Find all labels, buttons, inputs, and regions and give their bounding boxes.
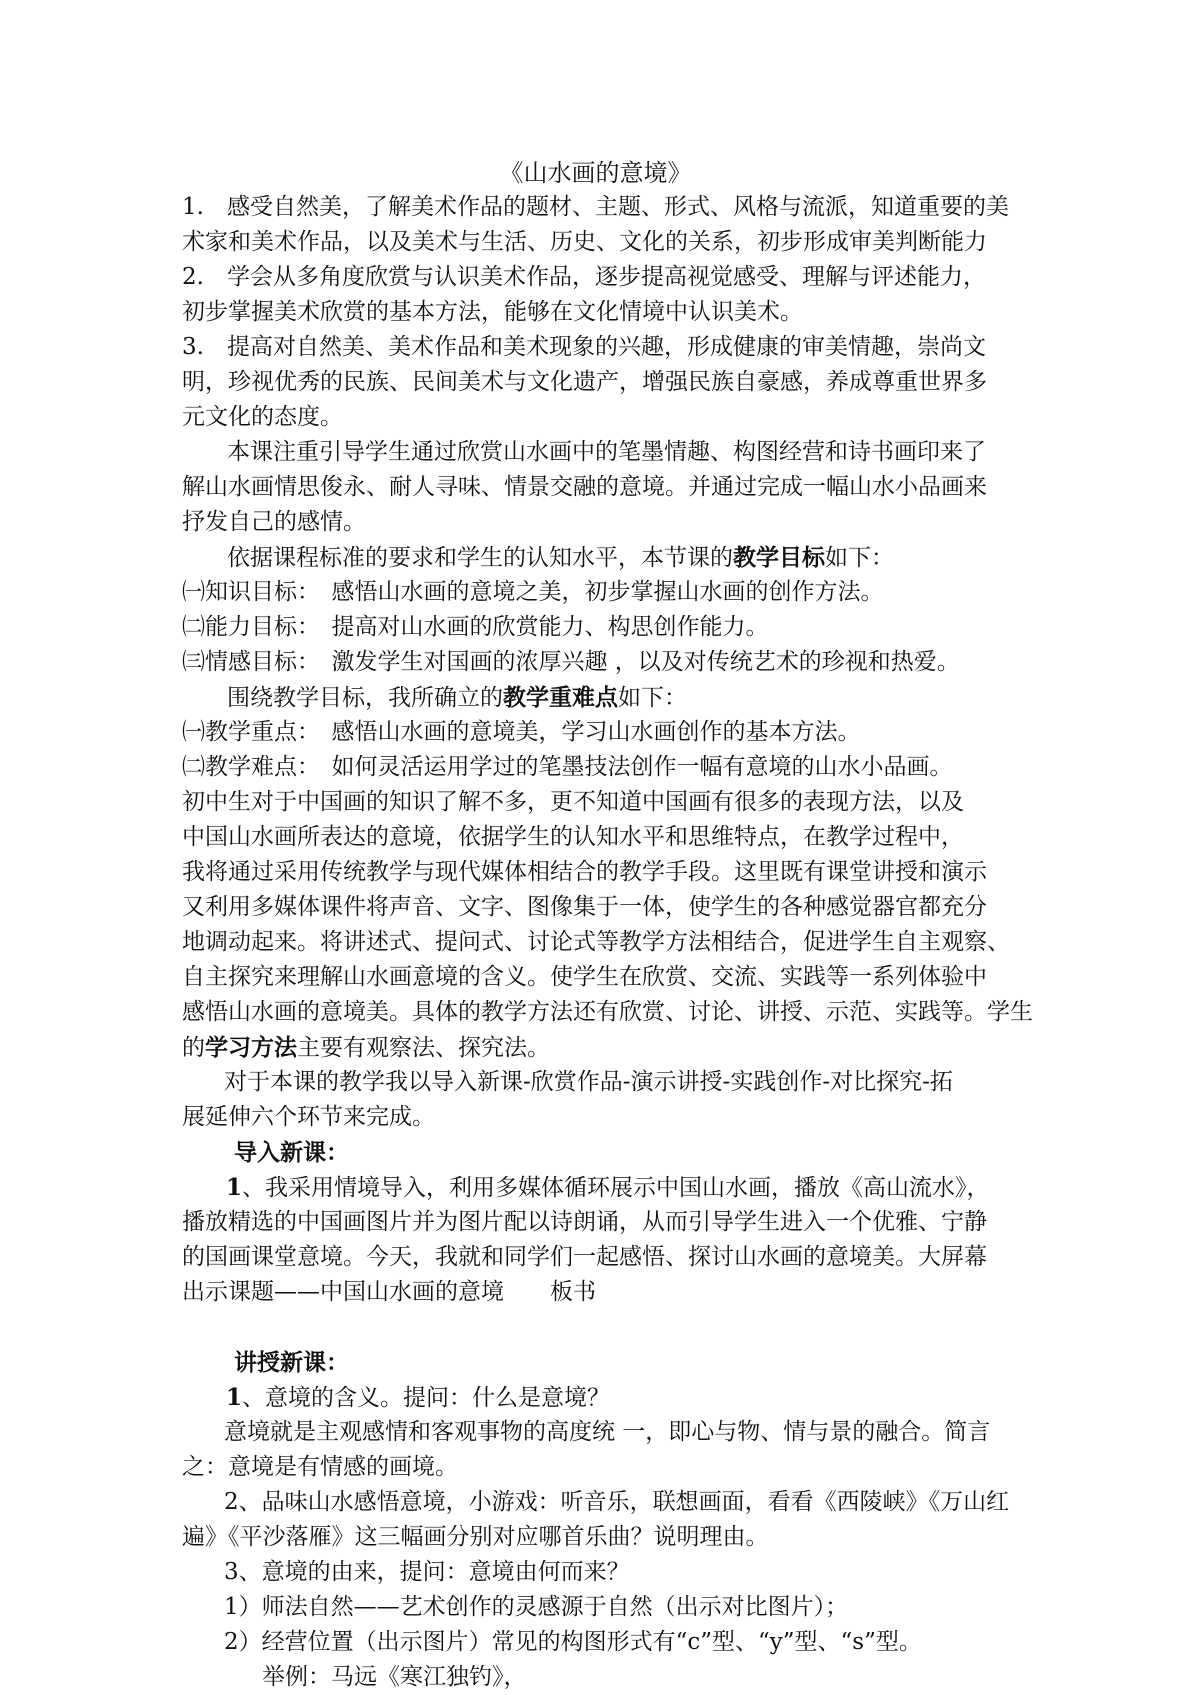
- document-title: 《山水画的意境》: [499, 159, 692, 187]
- text-line: [182, 1030, 1022, 1065]
- text-line: 播放精选的中国画图片并为图片配以诗朗诵，从而引导学生进入一个优雅、宁静: [182, 1209, 987, 1235]
- text-line: [182, 540, 1022, 575]
- section-heading: 讲授新课：: [234, 1349, 349, 1376]
- text-line: ㈡教学难点： 如何灵活运用学过的笔墨技法创作一幅有意境的山水小品画。: [182, 754, 953, 780]
- bold-term: 教学重难点: [503, 684, 618, 711]
- text-run: 围绕教学目标，我所确立的: [227, 685, 503, 711]
- text-run: 主要有观察法、探究法。: [297, 1035, 550, 1061]
- text-line: 地调动起来。将讲述式、提问式、讨论式等教学方法相结合，促进学生自主观察、: [182, 929, 1010, 955]
- text-line: 抒发自己的感情。: [182, 509, 366, 535]
- document-body: [182, 190, 1033, 1695]
- text-line: 1）师法自然——艺术创作的灵感源于自然（出示对比图片）；: [224, 1594, 849, 1620]
- text-line: 又利用多媒体课件将声音、文字、图像集于一体，使学生的各种感觉器官都充分: [182, 894, 987, 920]
- text-line: 初中生对于中国画的知识了解不多，更不知道中国画有很多的表现方法，以及: [182, 789, 964, 815]
- text-run: 、意境的含义。提问：什么是意境？: [242, 1385, 611, 1411]
- text-run: 依据课程标准的要求和学生的认知水平，本节课的: [227, 545, 733, 571]
- text-line: 的国画课堂意境。今天，我就和同学们一起感悟、探讨山水画的意境美。大屏幕: [182, 1244, 987, 1270]
- bold-term: 1: [226, 1174, 243, 1201]
- text-line: ㈠教学重点： 感悟山水画的意境美，学习山水画创作的基本方法。: [182, 719, 861, 745]
- text-line: 之：意境是有情感的画境。: [182, 1454, 458, 1480]
- text-run: 、我采用情境导入，利用多媒体循环展示中国山水画，播放《高山流水》，: [242, 1175, 990, 1201]
- text-run: 如下：: [618, 685, 687, 711]
- bold-term: 1: [226, 1384, 243, 1411]
- text-line: 自主探究来理解山水画意境的含义。使学生在欣赏、交流、实践等一系列体验中: [182, 964, 987, 990]
- text-line: 2. 学会从多角度欣赏与认识美术作品，逐步提高视觉感受、理解与评述能力，: [182, 264, 986, 290]
- text-line: ㈠知识目标： 感悟山水画的意境之美，初步掌握山水画的创作方法。: [182, 579, 884, 605]
- text-line: 2）经营位置（出示图片）常见的构图形式有“c”型、“y”型、“s”型。: [224, 1629, 922, 1655]
- text-line: [182, 1170, 1022, 1205]
- text-line: 3. 提高对自然美、美术作品和美术现象的兴趣，形成健康的审美情趣，崇尚文: [182, 334, 986, 360]
- text-line: 我将通过采用传统教学与现代媒体相结合的教学手段。这里既有课堂讲授和演示: [182, 859, 987, 885]
- text-line: 解山水画情思俊永、耐人寻味、情景交融的意境。并通过完成一幅山水小品画来: [182, 474, 987, 500]
- bold-term: 学习方法: [205, 1034, 297, 1061]
- text-line: 元文化的态度。: [182, 404, 343, 430]
- text-line: 1. 感受自然美，了解美术作品的题材、主题、形式、风格与流派，知道重要的美: [182, 194, 1009, 220]
- text-line: 明，珍视优秀的民族、民间美术与文化遗产，增强民族自豪感，养成尊重世界多: [182, 369, 987, 395]
- text-line: 2、品味山水感悟意境，小游戏：听音乐，联想画面，看看《西陵峡》《万山红: [224, 1489, 1010, 1515]
- text-line: 术家和美术作品，以及美术与生活、历史、文化的关系，初步形成审美判断能力: [182, 229, 987, 255]
- bold-term: 教学目标: [733, 544, 825, 571]
- blank-line: [182, 1310, 1022, 1345]
- text-run: 如下：: [825, 545, 894, 571]
- text-line: 意境就是主观感情和客观事物的高度统 一，即心与物、情与景的融合。简言: [224, 1419, 991, 1445]
- text-run: 的: [182, 1035, 205, 1061]
- text-line: [182, 680, 1022, 715]
- text-line: [182, 1380, 1022, 1415]
- text-line: 3、意境的由来，提问：意境由何而来？: [224, 1559, 630, 1585]
- text-line: 初步掌握美术欣赏的基本方法，能够在文化情境中认识美术。: [182, 299, 803, 325]
- text-line: 遍》《平沙落雁》这三幅画分别对应哪首乐曲？说明理由。: [182, 1524, 769, 1550]
- text-line: 举例：马远《寒江独钓》，: [262, 1664, 527, 1690]
- text-line: 展延伸六个环节来完成。: [182, 1104, 435, 1130]
- section-heading: 导入新课：: [234, 1139, 349, 1166]
- text-line: 感悟山水画的意境美。具体的教学方法还有欣赏、讨论、讲授、示范、实践等。学生: [182, 999, 1033, 1025]
- text-line: ㈡能力目标： 提高对山水画的欣赏能力、构思创作能力。: [182, 614, 769, 640]
- text-line: ㈢情感目标： 激发学生对国画的浓厚兴趣 ，以及对传统艺术的珍视和热爱。: [182, 649, 960, 675]
- text-line: 出示课题——中国山水画的意境 板书: [182, 1279, 596, 1305]
- text-line: 对于本课的教学我以导入新课-欣赏作品-演示讲授-实践创作-对比探究-拓: [224, 1069, 953, 1095]
- text-line: 本课注重引导学生通过欣赏山水画中的笔墨情趣、构图经营和诗书画印来了: [227, 439, 986, 465]
- text-line: 中国山水画所表达的意境，依据学生的认知水平和思维特点，在教学过程中，: [182, 824, 964, 850]
